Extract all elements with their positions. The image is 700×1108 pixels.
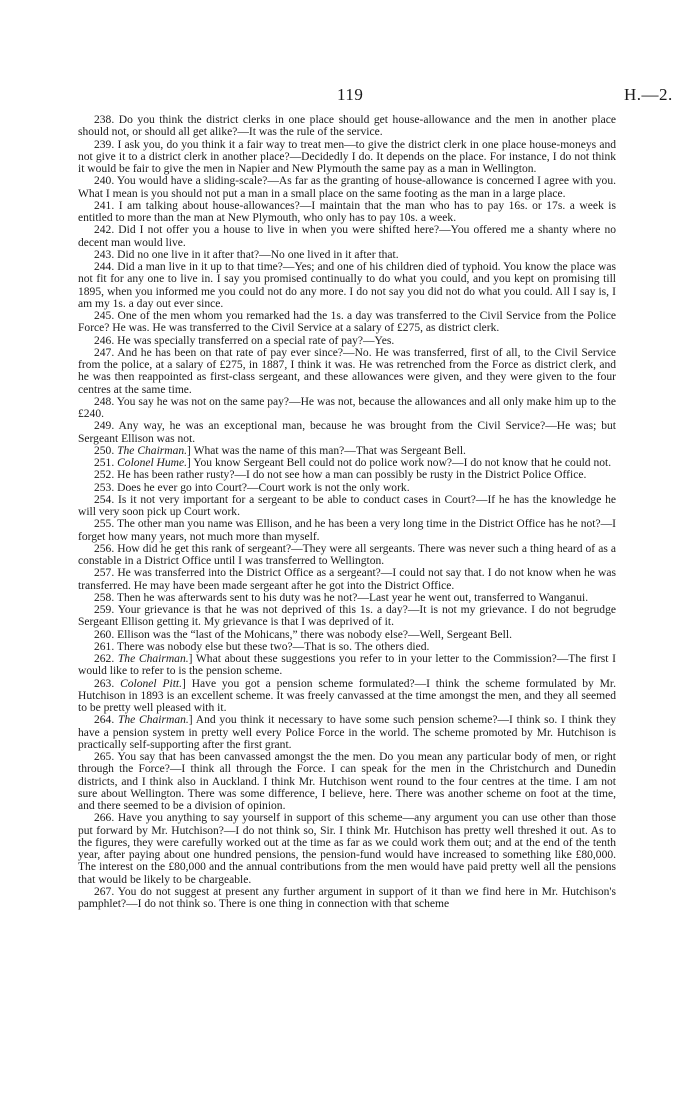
paragraph-text: He was transferred into the District Office as a sergeant?—I could not say that. I do not know when he was transferred. He may have been made sergeant after he got into the District Office. (78, 567, 616, 592)
paragraph-text: Did a man live in it up to that time?—Yes; and one of his children died of typhoid. You know the place was not fit for any one to live in. I say you promised continually to do what you could, and you kept on promising till 1895, when you informed me you could not do any more. I do not say you did not do what you could. All I say is, I am my 1s. a day out ever since. (78, 261, 617, 310)
question-number: 265. (94, 751, 115, 763)
question-number: 258. (94, 591, 115, 604)
question-answer-paragraph (78, 886, 616, 911)
question-number: 263. (94, 677, 115, 690)
paragraph-text: You would have a sliding-scale?—As far as the granting of house-allowance is concerned I agree with you. What I mean is you should not put a man in a small place on the same footing as the man in a large place. (78, 175, 616, 200)
paragraph-text: How did he get this rank of sergeant?—They were all sergeants. There was never such a thing heard of as a constable in a District Office until I was transferred to Wellington. (78, 542, 616, 567)
question-answer-paragraph (78, 457, 616, 469)
question-number: 267. (94, 885, 115, 898)
question-number: 264. (94, 714, 115, 727)
question-number: 260. (94, 628, 115, 641)
question-answer-paragraph (78, 445, 616, 457)
question-answer-paragraph (78, 482, 616, 494)
paragraph-text: There was nobody else but these two?—That is so. The others died. (116, 640, 430, 653)
question-number: 245. (94, 310, 115, 322)
evidence-transcript (78, 114, 616, 910)
paragraph-text: You say that has been canvassed amongst the the men. Do you mean any particular body of men, or right through the Force?—I think all through the Force. I can speak for the men in the Christchurch and Dunedin districts, and I think also in Auckland. I think Mr. Hutchison went round to the four centres at the time. I am not sure about Wellington. There was some difference, I believe, here. There was another scheme on foot at the time, and there seemed to be a division of opinion. (78, 751, 616, 812)
paragraph-text: I ask you, do you think it a fair way to treat men—to give the district clerk in one place house-moneys and not give it to a district clerk in another place?—Decidedly I do. It depends on the place. For instance, I do not think it would be fair to give the men in Napier and New Plymouth the same pay as a man in Wellington. (78, 138, 616, 175)
question-answer-paragraph (78, 678, 616, 715)
paragraph-text: Did I not offer you a house to live in when you were shifted here?—You offered me a shanty where no decent man would live. (78, 224, 616, 249)
question-number: 241. (94, 199, 115, 212)
paragraph-text: I am talking about house-allowances?—I maintain that the man who has to pay 16s. or 17s. a week is entitled to more than the man at New Plymouth, who only has to pay 10s. a week. (78, 199, 617, 224)
question-number: 239. (94, 138, 115, 151)
paragraph-text: ] And you think it necessary to have some such pension scheme?—I think so. I think they have a pension system in pretty well every Police Force in the world. The scheme promoted by Mr. Hutchison is practically self-supporting after the first grant. (78, 714, 616, 751)
question-answer-paragraph (78, 567, 616, 592)
question-answer-paragraph (78, 543, 616, 568)
paragraph-text: One of the men whom you remarked had the 1s. a day was transferred to the Civil Service from the Police Force? He was. He was transferred to the Civil Service at a salary of £275, as district clerk. (78, 310, 616, 335)
paragraph-text: He was specially transferred on a special rate of pay?—Yes. (117, 334, 395, 347)
paragraph-text: Did no one live in it after that?—No one lived in it after that. (117, 248, 399, 261)
paragraph-text: Any way, he was an exceptional man, because he was brought from the Civil Service?—He was; but Sergeant Ellison was not. (78, 420, 616, 445)
paragraph-text: The other man you name was Ellison, and he has been a very long time in the District Office has he not?—I forget how many years, not much more than myself. (78, 518, 616, 543)
question-number: 262. (94, 653, 115, 665)
question-number: 257. (94, 567, 115, 580)
speaker-name: The Chairman. (117, 653, 189, 665)
paragraph-text: ] Have you got a pension scheme formulated?—I think the scheme formulated by Mr. Hutchison in 1893 is an excellent scheme. It was freely canvassed at the time amongst the men, and they all seemed to be pretty well pleased with it. (78, 677, 617, 714)
question-answer-paragraph (78, 469, 616, 481)
question-answer-paragraph (78, 641, 616, 653)
paragraph-text: Does he ever go into Court?—Court work is not the only work. (117, 481, 410, 494)
question-answer-paragraph (78, 494, 616, 519)
question-answer-paragraph (78, 812, 616, 886)
question-number: 243. (94, 248, 115, 261)
paragraph-text: Have you anything to say yourself in support of this scheme—any argument you can use other than those put forward by Mr. Hutchison?—I do not think so, Sir. I think Mr. Hutchison has pretty well threshed it out. As to the figures, they were carefully worked out at the time as far as we could work them out; and at the end of the tenth year, after paying about one hundred pensions, the pension-fund would have increased to something like £80,000. The interest on the £80,000 and the annual contributions from the men would have paid pretty well all the pensions that would be likely to be chargeable. (78, 812, 616, 886)
paragraph-text: Ellison was the “last of the Mohicans,” there was nobody else?—Well, Sergeant Bell. (117, 628, 512, 641)
paragraph-text: And he has been on that rate of pay ever since?—No. He was transferred, first of all, to the Civil Service from the police, at a salary of £275, in 1887, I think it was. He was retrenched from the Force as district clerk, and he was then reappointed as first-class sergeant, and these allowances were given, and they were given to the four centres at the same time. (78, 346, 616, 396)
question-number: 246. (94, 334, 115, 347)
paragraph-text: He has been rather rusty?—I do not see how a man can possibly be rusty in the District Police Office. (117, 469, 587, 482)
question-answer-paragraph (78, 114, 616, 139)
paragraph-text: You say he was not on the same pay?—He was not, because the allowances and all only make him up to the £240. (78, 395, 616, 420)
question-answer-paragraph (78, 396, 616, 421)
question-number: 242. (94, 224, 115, 237)
question-answer-paragraph (78, 604, 616, 629)
page-number: 119 (337, 85, 364, 104)
speaker-name: Colonel Pitt. (120, 677, 183, 690)
paragraph-text: ] What was the name of this man?—That was Sergeant Bell. (187, 444, 466, 457)
question-answer-paragraph (78, 139, 616, 176)
question-answer-paragraph (78, 310, 616, 335)
question-answer-paragraph (78, 200, 616, 225)
question-answer-paragraph (78, 629, 616, 641)
paragraph-text: Is it not very important for a sergeant to be able to conduct cases in Court?—If he has the knowledge he will very soon pick up Court work. (78, 493, 616, 518)
document-reference: H.—2. (624, 85, 673, 104)
question-number: 253. (94, 481, 115, 494)
question-number: 247. (94, 346, 115, 359)
question-number: 261. (94, 640, 115, 653)
question-answer-paragraph (78, 653, 616, 678)
paragraph-text: Then he was afterwards sent to his duty was he not?—Last year he went out, transferred to Wanganui. (116, 591, 589, 604)
paragraph-text: Do you think the district clerks in one place should get house-allowance and the men in another place should not, or should all get alike?—It was the rule of the service. (78, 114, 617, 139)
question-number: 252. (94, 469, 115, 482)
speaker-name: The Chairman. (117, 444, 188, 457)
question-number: 255. (94, 518, 115, 531)
question-answer-paragraph (78, 335, 616, 347)
question-answer-paragraph (78, 261, 616, 310)
question-answer-paragraph (78, 175, 616, 200)
question-number: 256. (94, 542, 115, 555)
question-answer-paragraph (78, 518, 616, 543)
question-number: 244. (94, 261, 115, 273)
speaker-name: Colonel Hume. (117, 457, 188, 469)
question-number: 250. (94, 444, 115, 457)
paragraph-text: ] You know Sergeant Bell could not do police work now?—I do not know that he could not. (187, 457, 612, 469)
question-answer-paragraph (78, 751, 616, 812)
question-answer-paragraph (78, 224, 616, 249)
question-answer-paragraph (78, 420, 616, 445)
question-answer-paragraph (78, 249, 616, 261)
question-number: 266. (94, 812, 115, 825)
question-answer-paragraph (78, 714, 616, 751)
question-answer-paragraph (78, 592, 616, 604)
question-number: 259. (94, 604, 115, 616)
paragraph-text: ] What about these suggestions you refer to in your letter to the Commission?—The first I would like to refer to is the pension scheme. (78, 653, 616, 678)
page-header (0, 85, 700, 105)
question-answer-paragraph (78, 347, 616, 396)
question-number: 248. (94, 395, 115, 408)
paragraph-text: Your grievance is that he was not deprived of this 1s. a day?—It is not my grievance. I do not begrudge Sergeant Ellison getting it. My grievance is that I was deprived of it. (78, 604, 616, 629)
question-number: 240. (94, 175, 115, 188)
question-number: 251. (94, 457, 115, 469)
paragraph-text: You do not suggest at present any further argument in support of it than we find here in Mr. Hutchison's pamphlet?—I do not think so. There is one thing in connection with that scheme (78, 885, 616, 910)
question-number: 249. (94, 420, 115, 433)
question-number: 238. (94, 114, 115, 126)
speaker-name: The Chairman. (117, 714, 189, 727)
question-number: 254. (94, 493, 115, 506)
